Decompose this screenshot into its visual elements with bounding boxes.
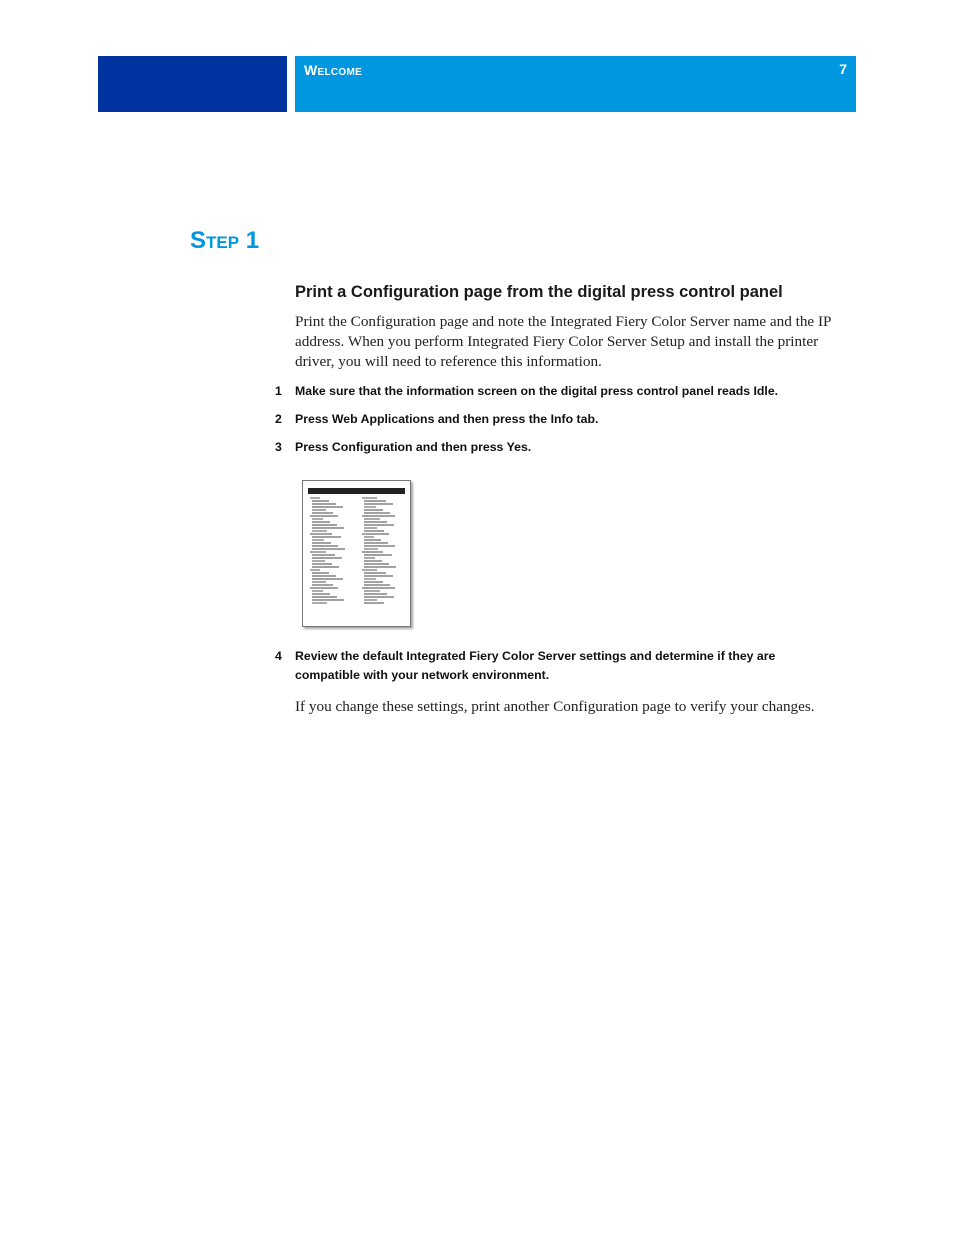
configuration-page-illustration bbox=[303, 481, 410, 626]
step-text: Press Configuration and then press Yes. bbox=[295, 440, 532, 454]
section-title: Welcome bbox=[304, 62, 363, 78]
step-title: Step 1 bbox=[190, 227, 260, 254]
section-heading: Print a Configuration page from the digital press control panel bbox=[295, 283, 783, 301]
step-number: 1 bbox=[275, 384, 282, 398]
header-bar-right bbox=[295, 56, 856, 112]
step-text: Make sure that the information screen on the digital press control panel reads Idle. bbox=[295, 384, 779, 398]
step-text: Review the default Integrated Fiery Color Server settings and determine if they are compatible with your network environment. bbox=[295, 649, 776, 682]
step-number: 2 bbox=[275, 412, 282, 426]
step-number: 4 bbox=[275, 649, 282, 663]
header-bar-left bbox=[98, 56, 287, 112]
step-text: Press Web Applications and then press the Info tab. bbox=[295, 412, 599, 426]
intro-paragraph: Print the Configuration page and note the Integrated Fiery Color Server name and the IP address. When you perform Integrated Fiery Color Server Setup and install the printer driver, you will need to reference this information. bbox=[295, 313, 831, 370]
follow-up-paragraph: If you change these settings, print another Configuration page to verify your changes. bbox=[295, 698, 815, 715]
configuration-page-thumbnail-icon bbox=[302, 480, 411, 627]
page-number: 7 bbox=[839, 61, 847, 77]
step-number: 3 bbox=[275, 440, 282, 454]
